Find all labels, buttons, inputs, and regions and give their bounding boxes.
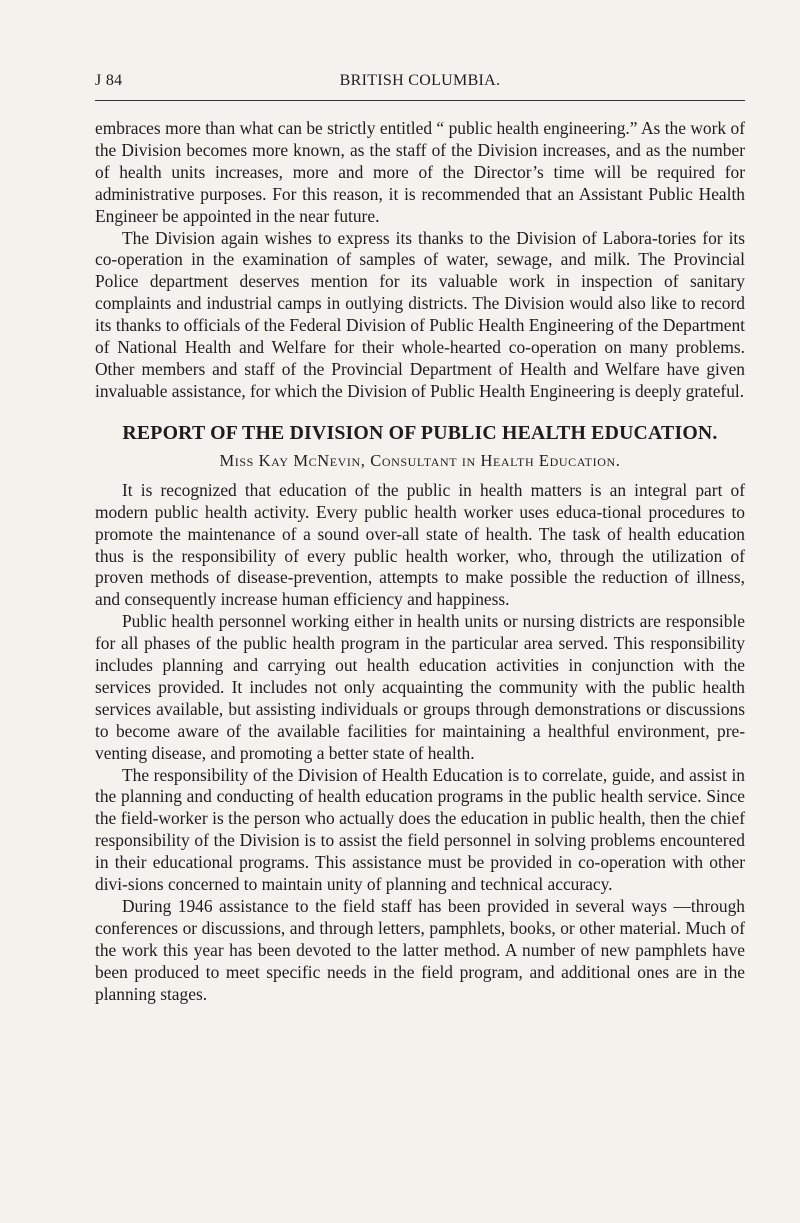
section-heading: REPORT OF THE DIVISION OF PUBLIC HEALTH EDUCATION. — [122, 421, 718, 444]
body-paragraph: The responsibility of the Division of Health Education is to correlate, guide, and assist in the planning and conducting of health education programs in the public health service. Since the field-worker is the person who actually does the education in public health, then the chief responsibility of the Division is to assist the field personnel in solving problems encountered in their educational programs. This assistance must be provided in co-operation with other divi-sions concerned to maintain unity of planning and technical accuracy. — [95, 764, 745, 895]
running-title: BRITISH COLUMBIA. — [339, 72, 501, 89]
running-header — [95, 62, 745, 88]
body-paragraph: During 1946 assistance to the field staff has been provided in several ways —through conferences or discussions, and through letters, pamphlets, books, or other material. Much of the work this year has been devoted to the latter method. A number of new pamphlets have been produced to meet specific needs in the field program, and additional ones are in the planning stages. — [95, 896, 745, 1004]
body-paragraph: It is recognized that education of the public in health matters is an integral part of modern public health activity. Every public health worker uses educa-tional procedures to promote the maintenance of a sound over-all state of health. The task of health education thus is the responsibility of every public health worker, who, through the utilization of proven methods of disease-prevention, attempts to make possible the reduction of illness, and consequently increase human efficiency and happiness. — [95, 479, 745, 610]
section-byline: Miss Kay McNevin, Consultant in Health Education. — [219, 450, 621, 470]
page-number: J 84 — [95, 72, 123, 89]
header-rule — [95, 100, 745, 101]
body-paragraph: Public health personnel working either in health units or nursing districts are responsible for all phases of the public health program in the particular area served. This responsibility includes planning and carrying out health education activities in conjunction with the services provided. It includes not only acquainting the community with the public health services available, but assisting individuals or groups through demonstrations or discussions to become aware of the available facilities for maintaining a healthful environment, pre-venting disease, and promoting a better state of health. — [95, 611, 745, 763]
page-body — [95, 118, 745, 1006]
body-paragraph: The Division again wishes to express its thanks to the Division of Labora-tories for its co-operation in the examination of samples of water, sewage, and milk. The Provincial Police department deserves mention for its valuable work in inspection of sanitary complaints and industrial camps in outlying districts. The Division would also like to record its thanks to officials of the Federal Division of Public Health Engineering of the Department of National Health and Welfare for their whole-hearted co-operation on many problems. Other members and staff of the Provincial Department of Health and Welfare have given invaluable assistance, for which the Division of Public Health Engineering is deeply grateful. — [95, 227, 745, 401]
body-paragraph: embraces more than what can be strictly entitled “ public health engineering.” As the work of the Division becomes more known, as the staff of the Division increases, and as the number of health units increases, more and more of the Director’s time will be required for administrative purposes. For this reason, it is recommended that an Assistant Public Health Engineer be appointed in the near future. — [95, 118, 745, 226]
document-page — [95, 62, 745, 1004]
